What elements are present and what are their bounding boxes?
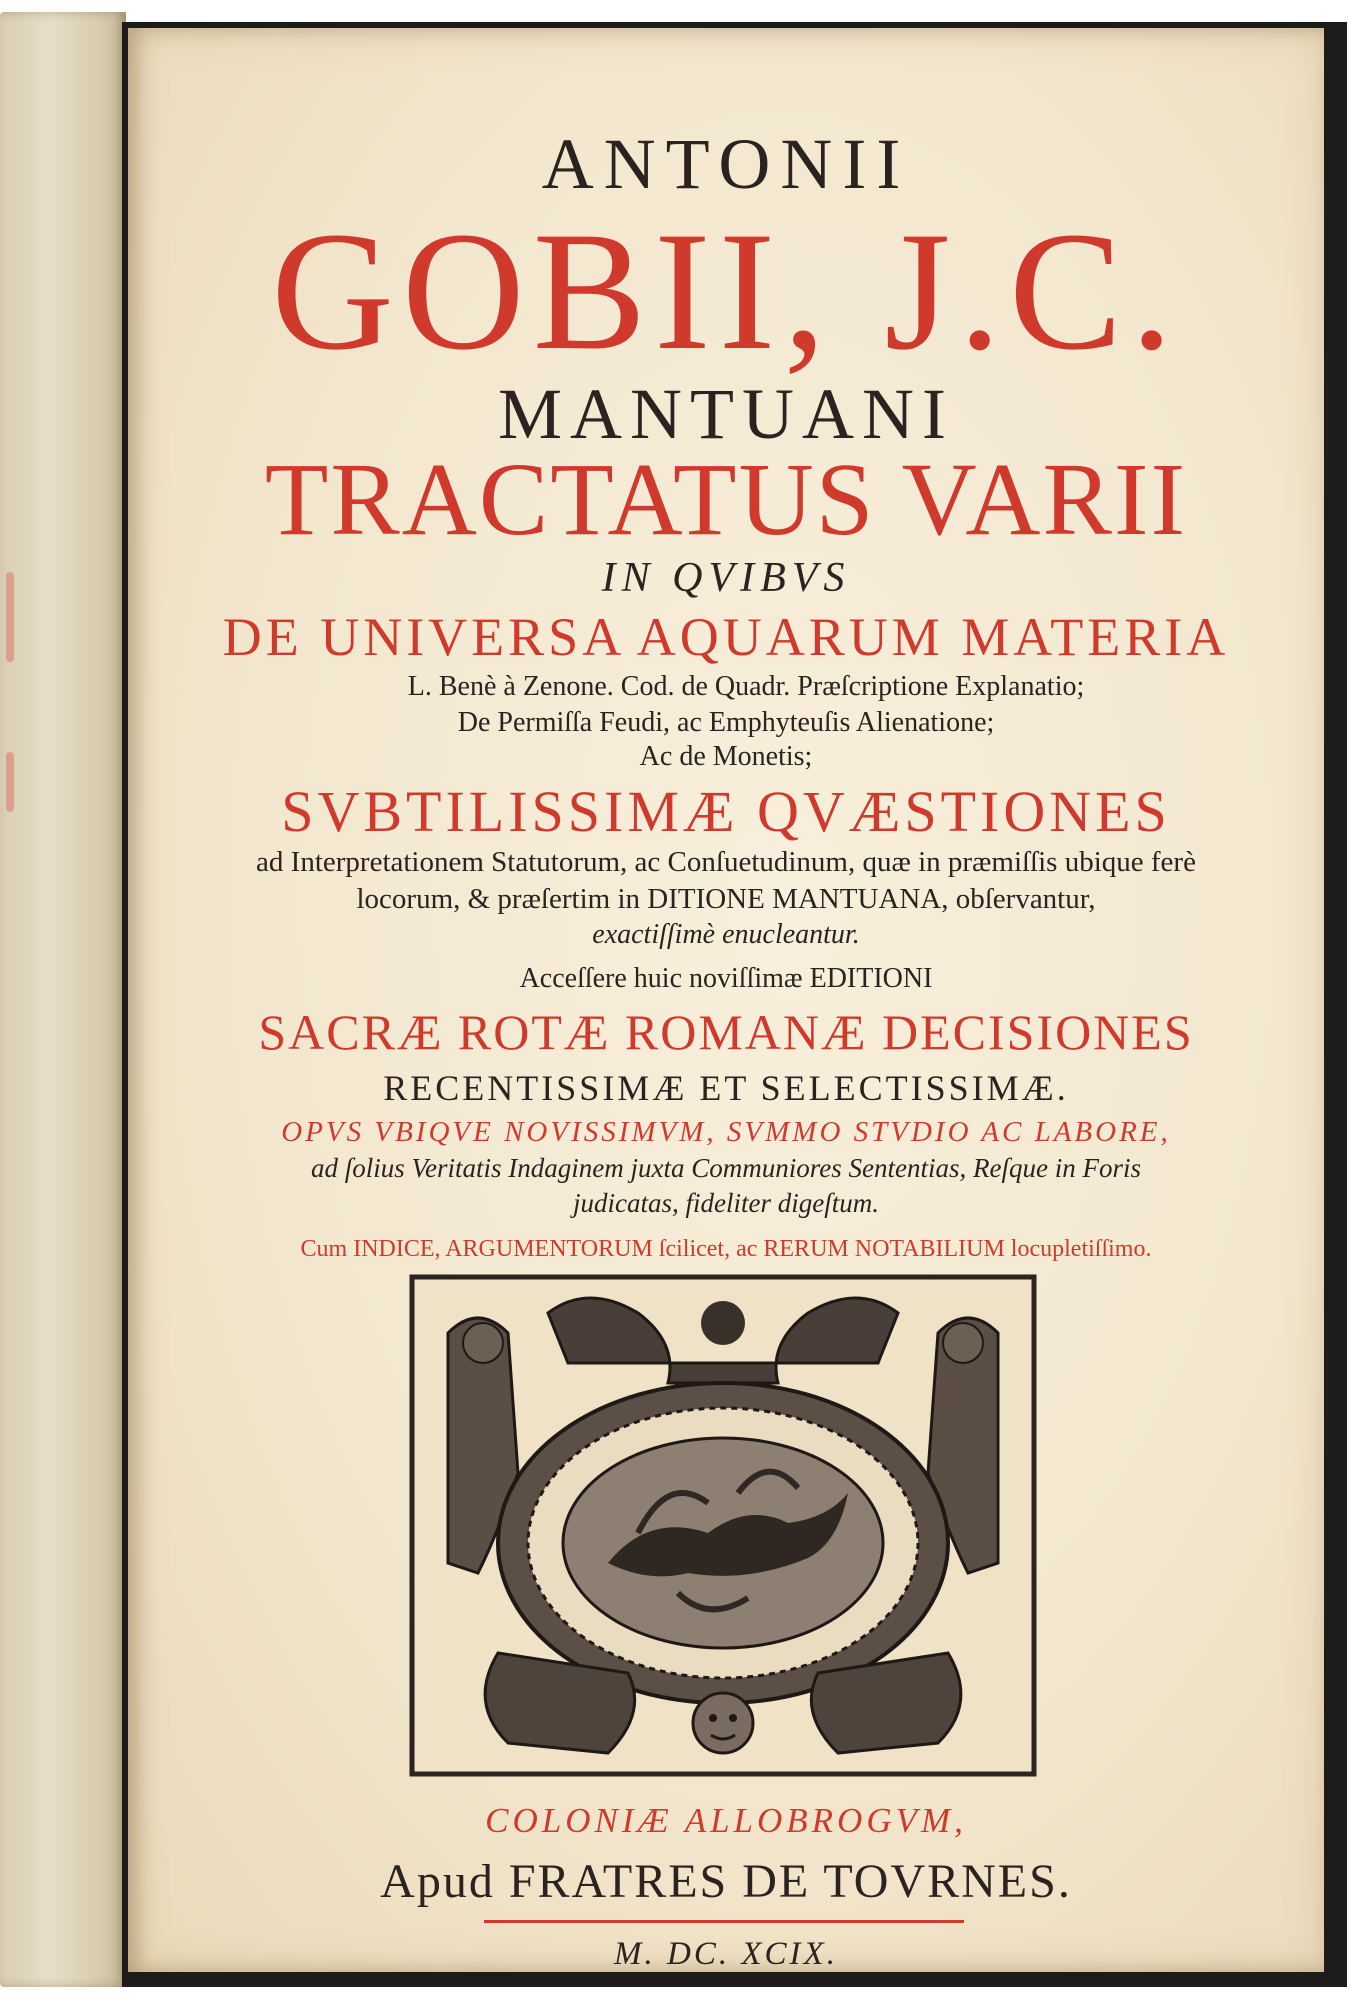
spine-red-mark [6,752,14,812]
author-origin: MANTUANI [498,374,954,454]
subtitle-quaestiones: SVBTILISSIMÆ QVÆSTIONES [281,779,1171,844]
imprint-rule [484,1920,964,1923]
in-quibus-line: IN QVIBVS [601,555,851,601]
content-line-monetis: Ac de Monetis; [639,741,813,772]
printers-device-woodcut-icon [408,1273,1038,1778]
index-line: Cum INDICE, ARGUMENTORUM ſcilicet, ac RERUM NOTABILIUM locupletiſſimo. [300,1236,1152,1262]
subtitle-decisiones: SACRÆ ROTÆ ROMANÆ DECISIONES [258,1004,1194,1060]
content-line-permissa: De Permiſſa Feudi, ac Emphyteuſis Alienatione; [457,707,995,738]
author-surname: GOBII, J.C. [271,197,1181,385]
content-line-recentissimae: RECENTISSIMÆ ET SELECTISSIMÆ. [383,1068,1069,1108]
content-line-bene: L. Benè à Zenone. Cod. de Quadr. Præſcriptione Explanatio; [407,671,1085,702]
content-line-judicatas: judicatas, fideliter digeſtum. [573,1188,879,1218]
content-line-opus: OPVS VBIQVE NOVISSIMVM, SVMMO STVDIO AC LABORE, [281,1116,1171,1148]
content-line-locorum: locorum, & præſertim in DITIONE MANTUANA, obſervantur, [356,883,1096,915]
imprint-year: M. DC. XCIX. [614,1936,838,1972]
content-line-interpretationem: ad Interpretationem Statutorum, ac Conſuetudinum, quæ in præmiſſis ubique ferè [256,846,1196,878]
subtitle-aquarum: DE UNIVERSA AQUARUM MATERIA [222,607,1230,667]
imprint-publisher: Apud FRATRES DE TOVRNES. [380,1855,1072,1908]
book-title: TRACTATUS VARII [264,442,1188,557]
content-line-ad-solius: ad ſolius Veritatis Indaginem juxta Communiores Sententias, Reſque in Foris [311,1153,1141,1183]
imprint-place: COLONIÆ ALLOBROGVM, [485,1801,967,1840]
author-first-name: ANTONII [541,124,911,204]
spine-red-mark [6,572,14,662]
title-page [128,28,1324,1972]
content-line-accessere: Acceſſere huic noviſſimæ EDITIONI [519,963,933,994]
book-spine-edge [0,12,126,1987]
content-line-exactissime: exactiſſimè enucleantur. [592,919,860,950]
